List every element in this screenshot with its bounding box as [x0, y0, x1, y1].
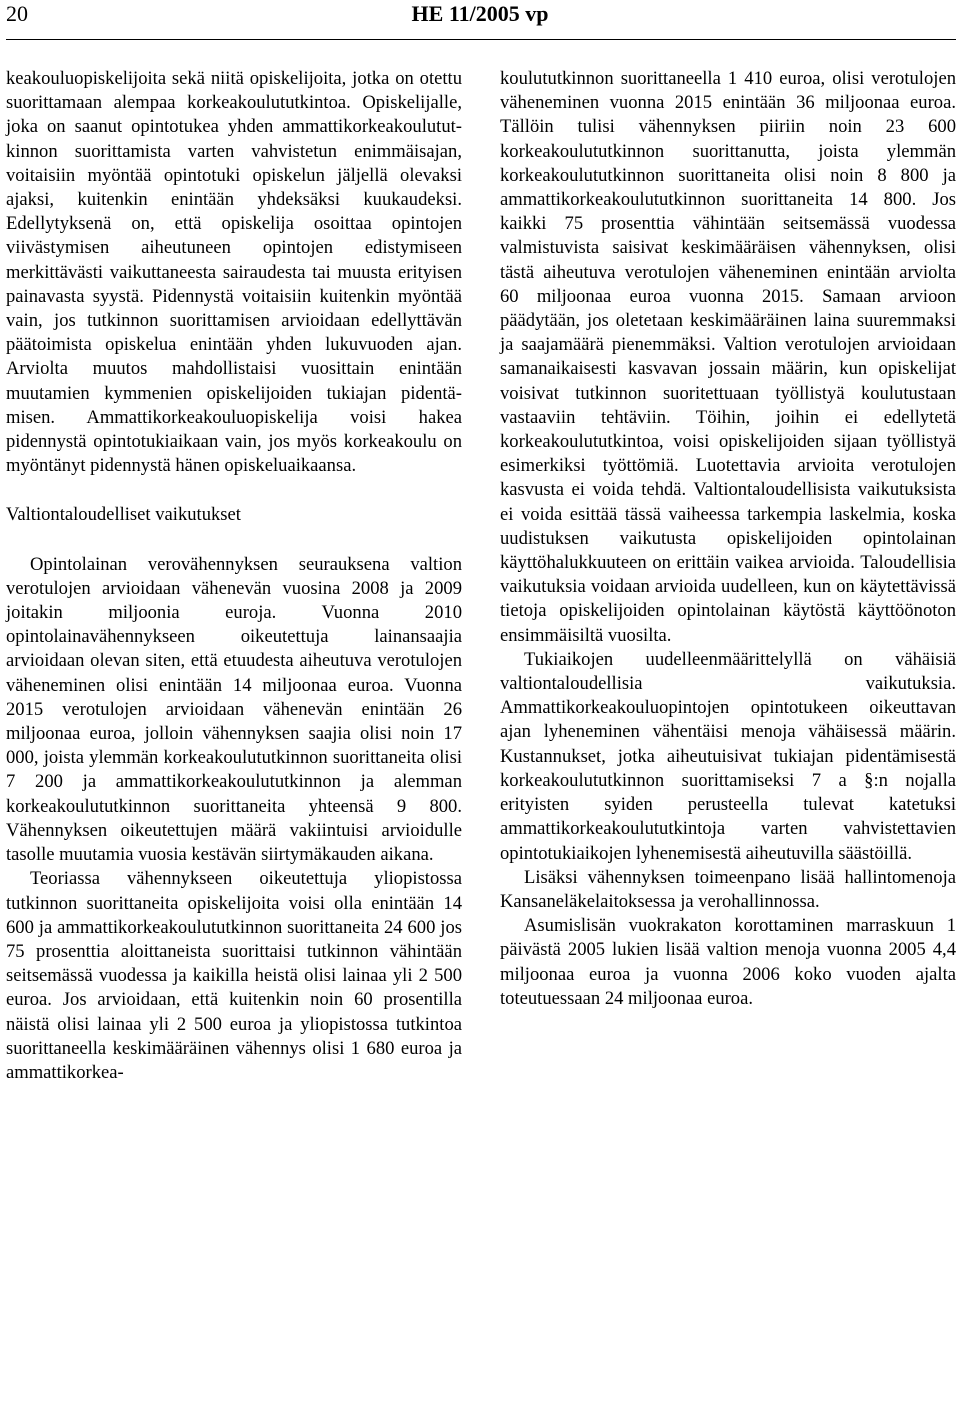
body-paragraph: koulututkinnon suorittaneella 1 410 euroa, olisi verotulojen väheneminen vuonna 2015 enintään 36 miljoonaa euroa. Tällöin tulisi vähennyksen piiriin noin 23 600 korkeakoulututkinnon suorittanutta, joista ylemmän korkeakoulututkinnon suorittaneita olisi noin 8 800 ja ammattikorkeakoulututkinnon suorittaneita 14 800. Jos kaikki 75 prosenttia vähintään seitsemässä vuodessa valmistuvista saisivat keskimääräisen vähennyksen, olisi tästä aiheutuva verotulojen väheneminen enintään arviolta 60 miljoonaa euroa vuonna 2015. Samaan arvioon päädytään, jos oletetaan keskimääräinen laina suuremmaksi ja saajamäärä pienemmäksi. Valtion verotulojen arvioidaan samanaikaisesti kasvavan jossain määrin, kun opiskelijat voisivat tutkinnon suoritettuaan työllistyä koulutustaan vastaaviin tehtäviin. Töihin, joihin ei edellytetä korkeakoulututkintoa, voisi opiskelijoiden sijaan työllistyä esimerkiksi työttömiä. Luotettavia arvioita verotulojen kasvusta ei voida tehdä. Valtiontaloudellisista vaikutuksista ei voida esittää tässä vaiheessa tarkempia laskelmia, koska uudistuksen vaikutusta opiskelijoiden opintolainan käyttöhalukkuuteen on erittäin vaikea arvioida. Taloudellisia vaikutuksia voidaan arvioida uudelleen, kun on käytettävissä tietoja opiskelijoiden opintolainan käytöstä käyttöönoton ensimmäisiltä vuosilta. [500, 68, 956, 646]
body-paragraph: keakouluopiskelijoita sekä niitä opiskelijoita, jotka on otettu suorittamaan alempaa korkeakoulututkintoa. Opiskelijalle, joka on saanut opintotukea yhden ammattikorkeakoulututkinnon suorittamista varten vahvistetun enimmäisajan, voitaisiin myöntää opintotuki opiskelun jäljellä olevaksi ajaksi, kuitenkin enintään yhdeksäksi kuukaudeksi. Edellytyksenä on, että opiskelija osoittaa opintojen viivästymisen aiheutuneen opintojen edistymiseen merkittävästi vaikuttaneesta sairaudesta tai muusta erityisen painavasta syystä. Pidennystä voitaisiin kuitenkin myöntää vain, jos tutkinnon suorittamisen arvioidaan edellyttävän päätoimista opiskelua enintään yhden lukuvuoden ajan. Arviolta muutos mahdollistaisi vuosittain enintään muutamien kymmenien opiskelijoiden tukiajan pidentämisen. Ammattikorkeakouluopiskelija voisi hakea pidennystä opintotukiaikaan vain, jos myös korkeakoulu on myöntänyt pidennystä hänen opiskeluaikaansa. [6, 68, 462, 477]
body-paragraph: Teoriassa vähennykseen oikeutettuja yliopistossa tutkinnon suorittaneita opiskelijoita voisi olla enintään 14 600 ja ammattikorkeakoulututkinnon suorittaneita 24 600 jos 75 prosenttia aloittaneista suorittaisi tutkinnon vähintään seitsemässä vuodessa ja kaikilla heistä olisi lainaa yli 2 500 euroa. Jos arvioidaan, että kuitenkin noin 60 prosentilla näistä olisi lainaa yli 2 500 euroa ja yliopistossa tutkintoa suorittaneella keskimääräinen vähennys olisi 1 680 euroa ja ammattikorkea- [6, 868, 462, 1083]
body-paragraph: Lisäksi vähennyksen toimeenpano lisää hallintomenoja Kansaneläkelaitoksessa ja verohallinnossa. [500, 866, 956, 912]
page-header [0, 0, 960, 28]
header-rule [6, 39, 956, 40]
left-column [6, 67, 462, 1085]
section-heading: Valtiontaloudelliset vaikutukset [6, 504, 241, 526]
document-id: HE 11/2005 vp [411, 1, 549, 26]
body-paragraph: Asumislisän vuokrakaton korottaminen marraskuun 1 päivästä 2005 lukien lisää valtion menoja vuonna 2005 4,4 miljoonaa euroa ja vuonna 2006 koko vuoden ajalta toteutuessaan 24 miljoonaa euroa. [500, 915, 956, 1009]
body-paragraph: Opintolainan verovähennyksen seurauksena valtion verotulojen arvioidaan vähenevän vuosina 2008 ja 2009 joitakin miljoonia euroja. Vuonna 2010 opintolainavähennykseen oikeutettuja lainansaajia arvioidaan olevan siten, että etuudesta aiheutuva verotulojen väheneminen olisi enintään 14 miljoonaa euroa. Vuonna 2015 verotulojen arvioidaan vähenevän enintään 26 miljoonaa euroa, jolloin vähennyksen saajia olisi noin 17 000, joista ylemmän korkeakoulututkinnon suorittaneita olisi 7 200 ja ammattikorkeakoulututkinnon ja alemman korkeakoulututkinnon suorittaneita yhteensä 9 800. Vähennyksen oikeutettujen määrä vakiintuisi arvioidulle tasolle muutamia vuosia kestävän siirtymäkauden aikana. [6, 553, 462, 866]
page-number: 20 [6, 1, 28, 26]
right-column [500, 67, 956, 1011]
body-paragraph: Tukiaikojen uudelleenmäärittelyllä on vähäisiä valtiontaloudellisia vaikutuksia. Ammattikorkeakouluopintojen opintotukeen oikeuttavan ajan lyheneminen vähentäisi menoja vähäisessä määrin. Kustannukset, jotka aiheutuisivat tukiajan pidentämisestä korkeakoulututkinnon suorittamiseksi 7 a §:n nojalla erityisten syiden perusteella tulevat katetuksi ammattikorkeakoulututkintoja varten vahvistettavien opintotukiaikojen lyhenemisestä aiheutuvilla säästöillä. [500, 648, 956, 864]
